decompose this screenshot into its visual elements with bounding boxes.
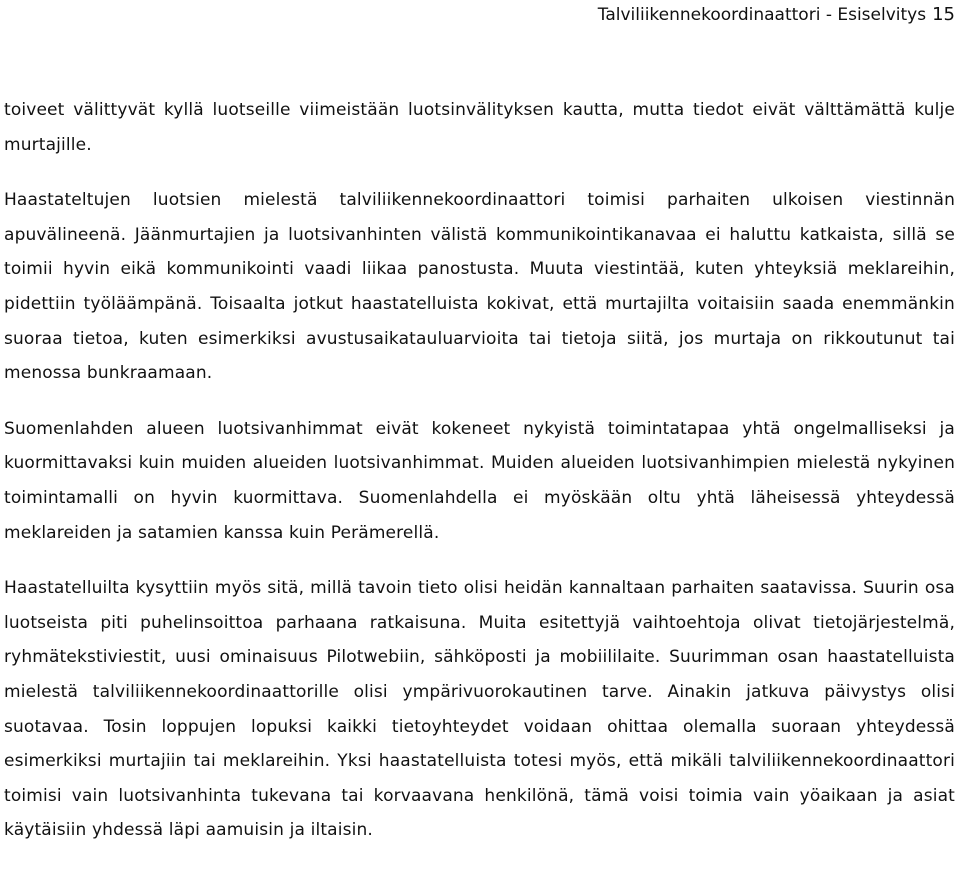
running-title: Talviliikennekoordinaattori - Esiselvitys [597, 5, 927, 25]
page-number: 15 [932, 4, 955, 25]
paragraph-suomenlahti: Suomenlahden alueen luotsivanhimmat eivät kokeneet nykyistä toimintatapaa yhtä ongelmalliseksi ja kuormittavaksi kuin muiden alueiden luotsivanhimmat. Muiden alueiden luotsivanhimpien mielestä nykyinen toimintamalli on hyvin kuormittava. Suomenlahdella ei myöskään oltu yhtä läheisessä yhteydessä meklareiden ja satamien kanssa kuin Perämerellä. [4, 418, 955, 543]
paragraph-luotsien-mielipiteet: Haastateltujen luotsien mielestä talviliikennekoordinaattori toimisi parhaiten ulkoisen viestinnän apuvälineenä. Jäänmurtajien ja luotsivanhinten välistä kommunikointikanavaa ei haluttu katkaista, sillä se toimii hyvin eikä kommunikointi vaadi liikaa panostusta. Muuta viestintää, kuten yhteyksiä meklareihin, pidettiin työläämpänä. Toisaalta jotkut haastatelluista kokivat, että murtajilta voitaisiin saada enemmänkin suoraa tietoa, kuten esimerkiksi avustusaikatauluarvioita tai tietoja siitä, jos murtaja on rikkoutunut tai menossa bunkraamaan. [4, 190, 955, 384]
body-text [4, 93, 955, 848]
paragraph-continuation: toiveet välittyvät kyllä luotseille viimeistään luotsinvälityksen kautta, mutta tiedot eivät välttämättä kulje murtajille. [4, 100, 955, 155]
paragraph-tiedon-saatavuus: Haastatelluilta kysyttiin myös sitä, millä tavoin tieto olisi heidän kannaltaan parhaiten saatavissa. Suurin osa luotseista piti puhelinsoittoa parhaana ratkaisuna. Muita esitettyjä vaihtoehtoja olivat tietojärjestelmä, ryhmätekstiviestit, uusi ominaisuus Pilotwebiin, sähköposti ja mobiililaite. Suurimman osan haastatelluista mielestä talviliikennekoordinaattorille olisi ympärivuorokautinen tarve. Ainakin jatkuva päivystys olisi suotavaa. Tosin loppujen lopuksi kaikki tietoyhteydet voidaan ohittaa olemalla suoraan yhteydessä esimerkiksi murtajiin tai meklareihin. Yksi haastatelluista totesi myös, että mikäli talviliikennekoordinaattori toimisi vain luotsivanhinta tukevana tai korvaavana henkilönä, tämä voisi toimia vain yöaikaan ja asiat käytäisiin yhdessä läpi aamuisin ja iltaisin. [4, 578, 955, 841]
page-header [598, 2, 955, 28]
